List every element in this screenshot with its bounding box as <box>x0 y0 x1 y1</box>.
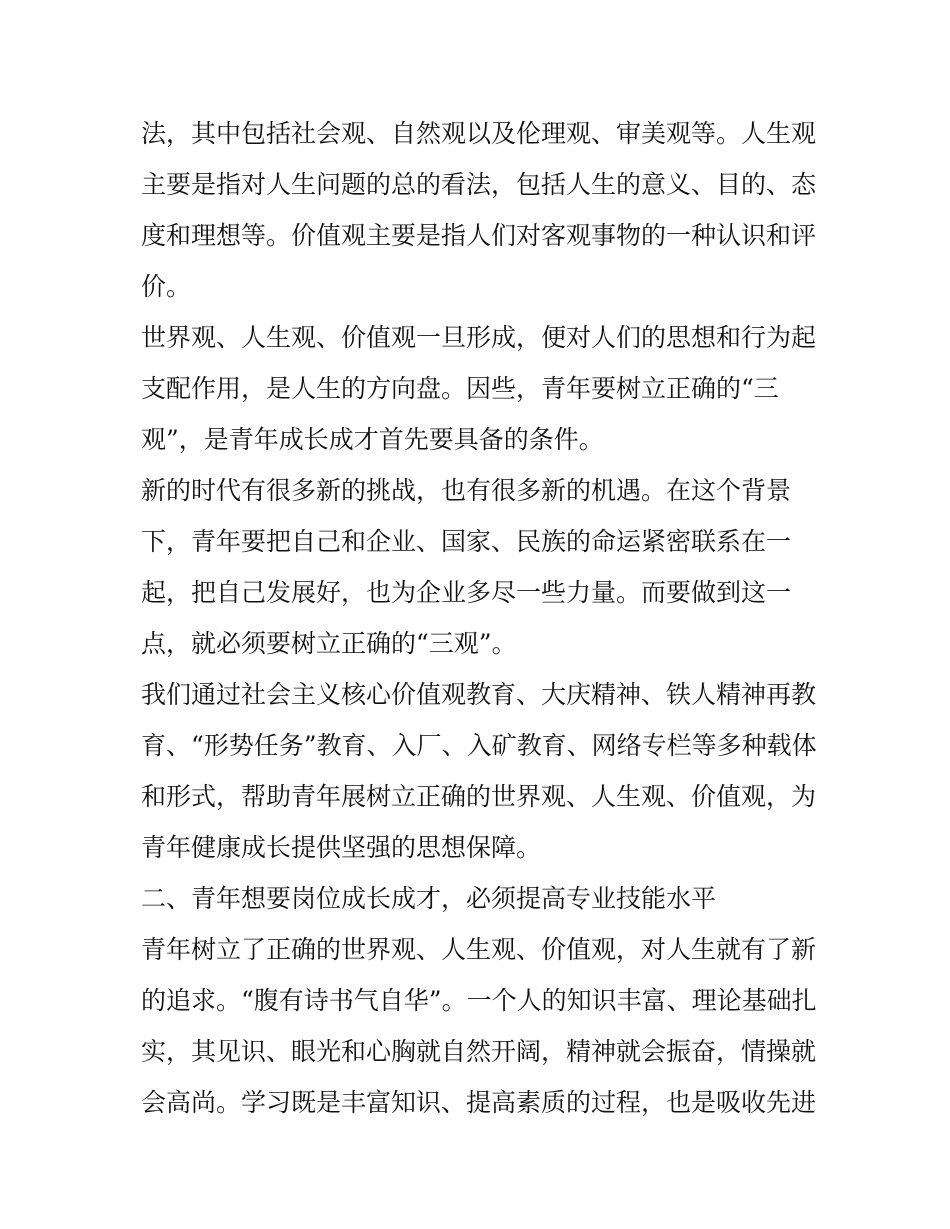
section-heading: 二、青年想要岗位成长成才，必须提高专业技能水平 <box>141 884 717 913</box>
text-line: 我们通过社会主义核心价值观教育、大庆精神、铁人精神再教 <box>141 680 817 709</box>
text-line: 法，其中包括社会观、自然观以及伦理观、审美观等。人生观 <box>141 119 817 148</box>
text-line: 支配作用，是人生的方向盘。因些，青年要树立正确的“三 <box>141 374 779 403</box>
text-line: 观”，是青年成长成才首先要具备的条件。 <box>141 425 604 454</box>
text-line: 主要是指对人生问题的总的看法，包括人生的意义、目的、态 <box>141 170 817 199</box>
body-text <box>141 108 821 1128</box>
text-line: 青年健康成长提供坚强的思想保障。 <box>141 833 542 862</box>
text-line: 世界观、人生观、价值观一旦形成，便对人们的思想和行为起 <box>141 323 817 352</box>
text-line: 起，把自己发展好，也为企业多尽一些力量。而要做到这一 <box>141 578 792 607</box>
text-line: 点，就必须要树立正确的“三观”。 <box>141 629 517 658</box>
text-line: 度和理想等。价值观主要是指人们对客观事物的一种认识和评 <box>141 221 817 250</box>
text-line: 青年树立了正确的世界观、人生观、价值观，对人生就有了新 <box>141 935 817 964</box>
text-line: 育、“形势任务”教育、入厂、入矿教育、网络专栏等多种载体 <box>141 731 817 760</box>
text-line: 下，青年要把自己和企业、国家、民族的命运紧密联系在一 <box>141 527 792 556</box>
text-line: 新的时代有很多新的挑战，也有很多新的机遇。在这个背景 <box>141 476 792 505</box>
text-line: 和形式，帮助青年展树立正确的世界观、人生观、价值观，为 <box>141 782 817 811</box>
text-line: 价。 <box>141 272 192 301</box>
text-line: 的追求。“腹有诗书气自华”。一个人的知识丰富、理论基础扎 <box>141 986 817 1015</box>
text-line: 会高尚。学习既是丰富知识、提高素质的过程，也是吸收先进 <box>141 1088 817 1117</box>
text-line: 实，其见识、眼光和心胸就自然开阔，精神就会振奋，情操就 <box>141 1037 817 1066</box>
